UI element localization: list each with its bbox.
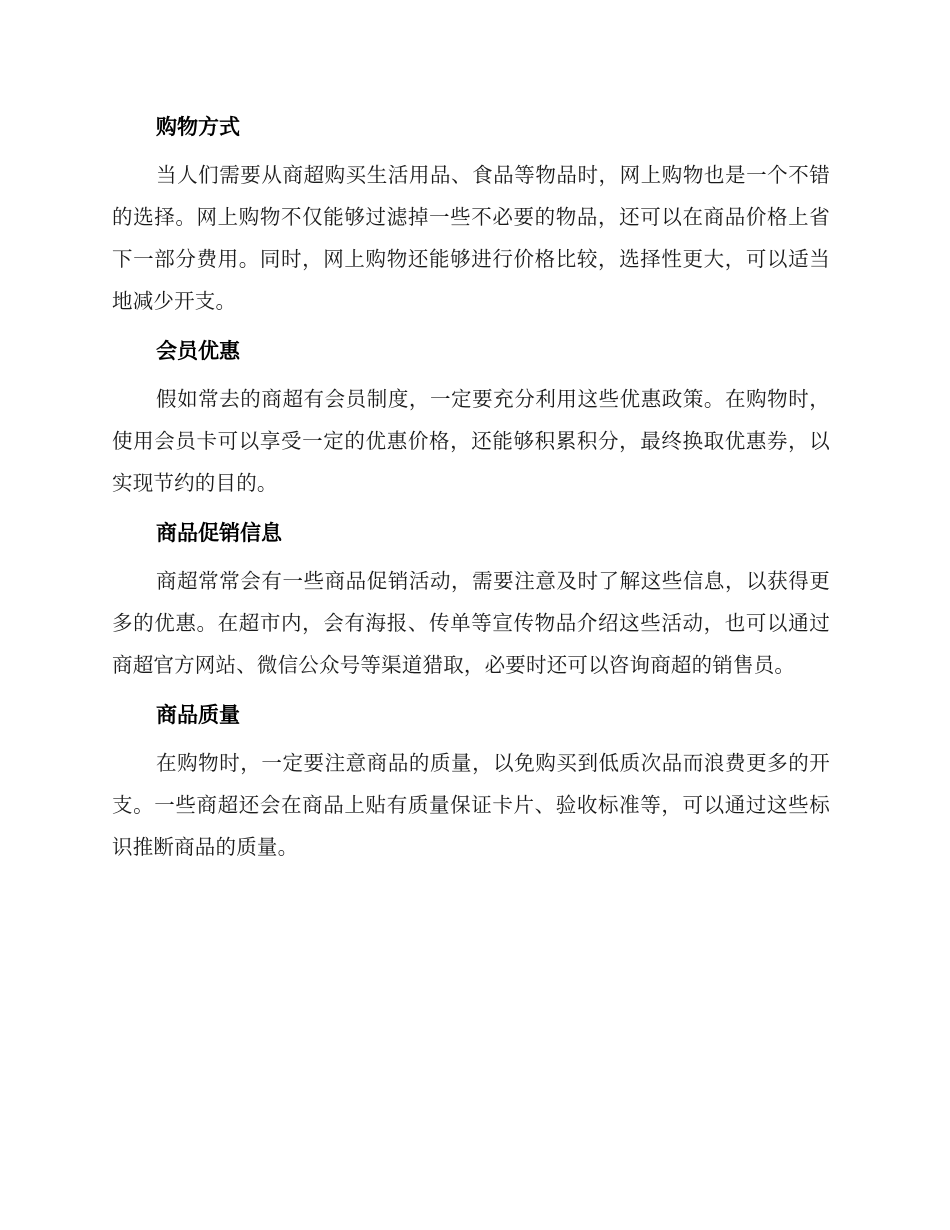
document-page xyxy=(112,100,830,882)
section-promotion-info xyxy=(112,518,830,686)
section-member-discount xyxy=(112,336,830,504)
section-product-quality xyxy=(112,700,830,868)
section-heading: 商品质量 xyxy=(156,703,240,727)
section-paragraph: 当人们需要从商超购买生活用品、食品等物品时，网上购物也是一个不错的选择。网上购物不仅能够过滤掉一些不必要的物品，还可以在商品价格上省下一部分费用。同时，网上购物还能够进行价格比较，选择性更大，可以适当地减少开支。 xyxy=(112,163,830,313)
section-paragraph: 假如常去的商超有会员制度，一定要充分利用这些优惠政策。在购物时，使用会员卡可以享受一定的优惠价格，还能够积累积分，最终换取优惠券，以实现节约的目的。 xyxy=(112,387,830,495)
section-heading: 会员优惠 xyxy=(156,339,240,363)
section-paragraph: 商超常常会有一些商品促销活动，需要注意及时了解这些信息，以获得更多的优惠。在超市内，会有海报、传单等宣传物品介绍这些活动，也可以通过商超官方网站、微信公众号等渠道猎取，必要时还可以咨询商超的销售员。 xyxy=(112,569,830,677)
section-heading: 购物方式 xyxy=(156,115,240,139)
section-paragraph: 在购物时，一定要注意商品的质量，以免购买到低质次品而浪费更多的开支。一些商超还会在商品上贴有质量保证卡片、验收标准等，可以通过这些标识推断商品的质量。 xyxy=(112,751,830,859)
section-heading: 商品促销信息 xyxy=(156,521,282,545)
section-shopping-method xyxy=(112,112,830,322)
